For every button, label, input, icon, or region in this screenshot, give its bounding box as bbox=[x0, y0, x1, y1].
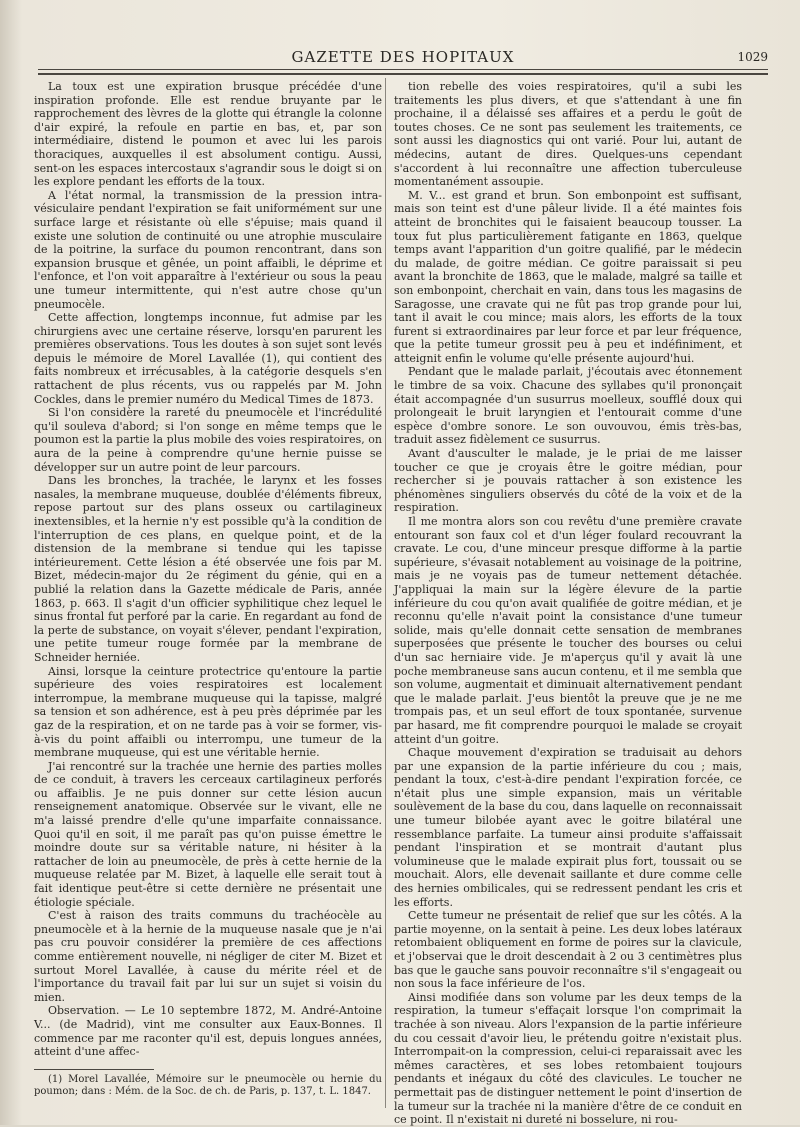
paragraph: Ainsi modifiée dans son volume par les deux temps de la respiration, la tumeur s'effaçait lorsque l'on comprimait la trachée à son niveau. Alors l'expansion de la partie inférieure du cou cessait d'avoir lieu, le prétendu goitre n'existait plus. Interrompait-on la compression, celui-ci reparaissait avec les mêmes caractères, et ses lobes retombaient toujours pendants et inégaux du côté des clavicules. Le toucher ne permettait pas de distinguer nettement le point d'insertion de la tumeur sur la trachée ni la manière d'être de ce conduit en ce point. Il n'existait ni dureté ni bosselure, ni rou- bbox=[394, 990, 742, 1127]
paragraph: J'ai rencontré sur la trachée une hernie des parties molles de ce conduit, à travers les cerceaux cartilagineux perforés ou affaiblis. Je ne puis donner sur cette lésion aucun renseignement anatomique. Observée sur le vivant, elle ne m'a laissé prendre d'elle qu'une imparfaite connaissance. Quoi qu'il en soit, il me paraît pas qu'on puisse émettre le moindre doute sur sa véritable nature, ni hésiter à la rattacher de loin au pneumocèle, de près à cette hernie de la muqueuse relatée par M. Bizet, à laquelle elle serait tout à fait identique peut-être si cette dernière ne présentait une étiologie spéciale. bbox=[34, 759, 382, 909]
paragraph: La toux est une expiration brusque précédée d'une inspiration profonde. Elle est rendue bruyante par le rapprochement des lèvres de la glotte qui étrangle la colonne d'air expiré, la refoule en partie en bas, et, par son intermédiaire, distend le poumon et avec lui les parois thoraciques, auxquelles il est absolument contigu. Aussi, sent-on les espaces intercostaux s'agrandir sous le doigt si on les explore pendant les efforts de la toux. bbox=[34, 80, 382, 189]
paragraph: Chaque mouvement d'expiration se traduisait au dehors par une expansion de la partie inférieure du cou ; mais, pendant la toux, c'est-à-dire pendant l'expiration forcée, ce n'était plus une simple expansion, mais un véritable soulèvement de la base du cou, dans laquelle on reconnaissait une tumeur bilobée ayant avec le goitre bilatéral une ressemblance parfaite. La tumeur ainsi produite s'affaissait pendant l'inspiration et se montrait d'autant plus volumineuse que le malade expirait plus fort, toussait ou se mouchait. Alors, elle devenait saillante et dure comme celle des hernies ombilicales, qui se redressent pendant les cris et les efforts. bbox=[394, 746, 742, 909]
column-divider bbox=[385, 78, 386, 1108]
header-rule-thin bbox=[38, 69, 768, 70]
paragraph: A l'état normal, la transmission de la pression intra-vésiculaire pendant l'expiration se fait uniformément sur une surface large et résistante où elle s'épuise; mais quand il existe une solution de continuité ou une atrophie musculaire de la poitrine, la surface du poumon rencontrant, dans son expansion brusque et gênée, un point affaibli, le déprime et l'enfonce, et l'on voit apparaître à l'extérieur ou sous la peau une tumeur intermittente, qui n'est autre chose qu'un pneumocèle. bbox=[34, 188, 382, 311]
paragraph: Il me montra alors son cou revêtu d'une première cravate entourant son faux col et d'un léger foulard recouvrant la cravate. Le cou, d'une minceur presque difforme à la partie supérieure, s'évasait notablement au voisinage de la poitrine, mais je ne voyais pas de tumeur nettement détachée. J'appliquai la main sur la légère élevure de la partie inférieure du cou qu'on avait qualifiée de goitre médian, et je reconnu qu'elle n'avait point la consistance d'une tumeur solide, mais qu'elle donnait cette sensation de membranes superposées que présente le toucher des bourses ou celui d'un sac herniaire vide. Je m'aperçus qu'il y avait là une poche membraneuse sans aucun contenu, et il me sembla que son volume, augmentait et diminuait alternativement pendant que le malade parlait. J'eus bientôt la preuve que je ne me trompais pas, et un seul effort de toux spontanée, survenue par hasard, me fit comprendre pourquoi le malade se croyait atteint d'un goitre. bbox=[394, 515, 742, 746]
paragraph: M. V... est grand et brun. Son embonpoint est suffisant, mais son teint est d'une pâleur livide. Il a été maintes fois atteint de bronchites qui le faisaient beaucoup tousser. La toux fut plus particulièrement fatigante en 1863, quelque temps avant l'apparition d'un goitre qualifié, par le médecin du malade, de goitre médian. Ce goitre paraissait si peu avant la bronchite de 1863, que le malade, malgré sa taille et son embonpoint, cherchait en vain, dans tous les magasins de Saragosse, une cravate qui ne fût pas trop grande pour lui, tant il avait le cou mince; mais alors, les efforts de la toux furent si extraordinaires par leur force et par leur fréquence, que la petite tumeur grossit peu à peu et indéfiniment, et atteignit enfin le volume qu'elle présente aujourd'hui. bbox=[394, 188, 742, 365]
paragraph: tion rebelle des voies respiratoires, qu'il a subi les traitements les plus divers, et que s'attendant à une fin prochaine, il a délaissé ses affaires et a perdu le goût de toutes choses. Ce ne sont pas seulement les traitements, ce sont aussi les diagnostics qui ont varié. Pour lui, autant de médecins, autant de dires. Quelques-uns cependant s'accordent à lui reconnaître une affection tuberculeuse momentanément assoupie. bbox=[394, 80, 742, 189]
footnote-rule bbox=[34, 1069, 154, 1070]
paragraph: Observation. — Le 10 septembre 1872, M. André-Antoine V... (de Madrid), vint me consulter aux Eaux-Bonnes. Il commence par me raconter qu'il est, depuis longues années, atteint d'une affec- bbox=[34, 1004, 382, 1059]
paragraph: Avant d'ausculter le malade, je le priai de me laisser toucher ce que je croyais être le goitre médian, pour rechercher si je pouvais rattacher à son existence les phénomènes singuliers observés du côté de la voix et de la respiration. bbox=[394, 447, 742, 515]
paragraph: Pendant que le malade parlait, j'écoutais avec étonnement le timbre de sa voix. Chacune des syllabes qu'il prononçait était accompagnée d'un susurrus moelleux, soufflé doux qui prolongeait le bruit laryngien et l'entourait comme d'une espèce d'ombre sonore. Le son ouvouvou, émis très-bas, traduit assez fidèlement ce susurrus. bbox=[394, 365, 742, 447]
paragraph: Cette affection, longtemps inconnue, fut admise par les chirurgiens avec une certaine réserve, lorsqu'en parurent les premières observations. Tous les doutes à son sujet sont levés depuis le mémoire de Morel Lavallée (1), qui contient des faits nombreux et irrécusables, à la catégorie desquels s'en rattachent de plus récents, vus ou rappelés par M. John Cockles, dans le premier numéro du Medical Times de 1873. bbox=[34, 311, 382, 406]
left-column bbox=[34, 80, 382, 1110]
paragraph: C'est à raison des traits communs du trachéocèle au pneumocèle et à la hernie de la muqueuse nasale que je n'ai pas cru pouvoir considérer la première de ces affections comme entièrement nouvelle, ni négliger de citer M. Bizet et surtout Morel Lavallée, à cause du mérite réel et de l'importance du travail fait par lui sur un sujet si voisin du mien. bbox=[34, 909, 382, 1004]
paragraph: Cette tumeur ne présentait de relief que sur les côtés. A la partie moyenne, on la sentait à peine. Les deux lobes latéraux retombaient obliquement en forme de poires sur la clavicule, et j'observai que le droit descendait à 2 ou 3 centimètres plus bas que le gauche sans pouvoir reconnaître s'il s'engageait ou non sous la face inférieure de l'os. bbox=[394, 909, 742, 991]
page-number: 1029 bbox=[737, 50, 768, 64]
journal-title: GAZETTE DES HOPITAUX bbox=[291, 48, 515, 66]
header-rule-thick bbox=[38, 73, 768, 75]
paragraph: Dans les bronches, la trachée, le larynx et les fosses nasales, la membrane muqueuse, doublée d'éléments fibreux, repose partout sur des plans osseux ou cartilagineux inextensibles, et la hernie n'y est possible qu'à la condition de l'interruption de ces plans, en quelque point, et de la distension de la membrane si tendue qui les tapisse intérieurement. Cette lésion a été observée une fois par M. Bizet, médecin-major du 2e régiment du génie, qui en a publié la relation dans la Gazette médicale de Paris, année 1863, p. 663. Il s'agit d'un officier syphilitique chez lequel le sinus frontal fut perforé par la carie. En regardant au fond de la perte de substance, on voyait s'élever, pendant l'expiration, une petite tumeur rouge formée par la membrane de Schneider herniée. bbox=[34, 474, 382, 664]
paragraph: Si l'on considère la rareté du pneumocèle et l'incrédulité qu'il souleva d'abord; si l'on songe en même temps que le poumon est la partie la plus mobile des voies respiratoires, on aura de la peine à comprendre qu'une hernie puisse se développer sur un autre point de leur parcours. bbox=[34, 406, 382, 474]
page-header bbox=[38, 46, 768, 70]
right-column bbox=[394, 80, 742, 1127]
paragraph: Ainsi, lorsque la ceinture protectrice qu'entoure la partie supérieure des voies respiratoires est localement interrompue, la membrane muqueuse qui la tapisse, malgré sa tension et son adhérence, est à peu près déprimée par les gaz de la respiration, et on ne tarde pas à voir se former, vis-à-vis du point affaibli ou interrompu, une tumeur de la membrane muqueuse, qui est une véritable hernie. bbox=[34, 664, 382, 760]
footnote: (1) Morel Lavallée, Mémoire sur le pneumocèle ou hernie du poumon; dans : Mém. de la Soc. de ch. de Paris, p. 137, t. L. 1847. bbox=[34, 1073, 382, 1098]
